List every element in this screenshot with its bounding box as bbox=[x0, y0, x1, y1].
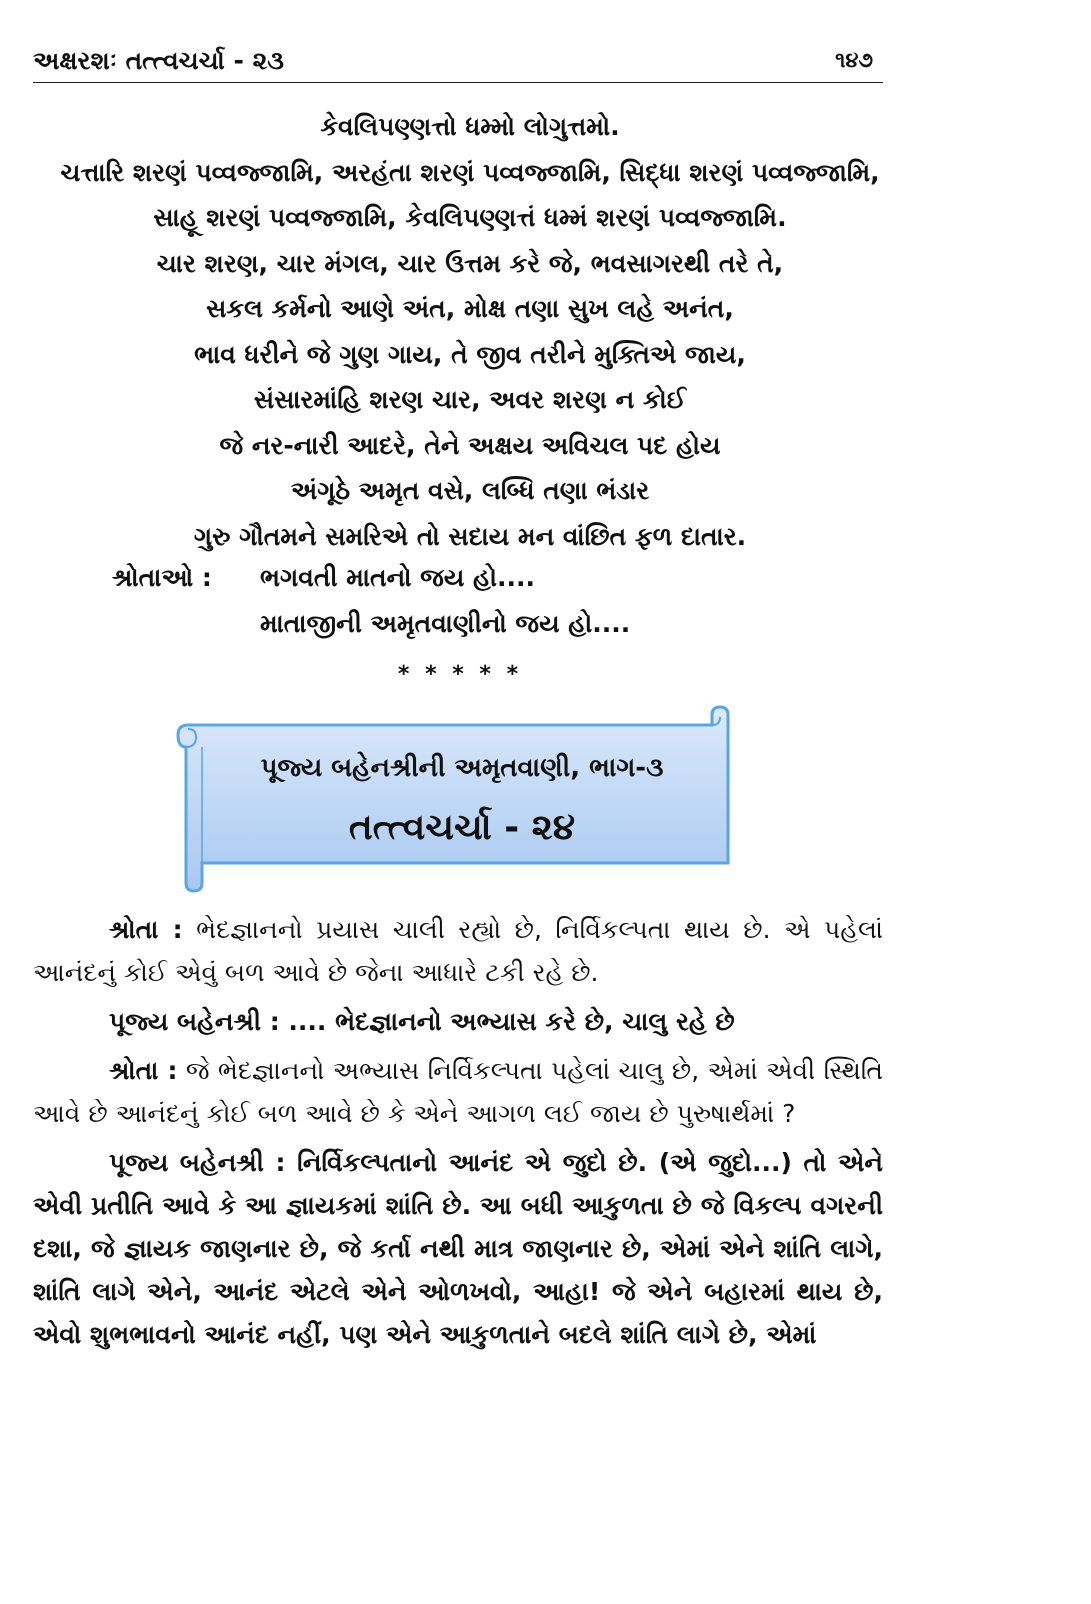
dialogue-paragraph bbox=[33, 1000, 883, 1043]
speaker-label: શ્રોતા : bbox=[109, 915, 183, 944]
dialogue-paragraph bbox=[33, 908, 883, 994]
chant-row bbox=[112, 555, 630, 601]
page-header bbox=[33, 40, 883, 83]
verse-line: ચત્તારિ શરણં પવ્વજ્જામિ, અરહંતા શરણં પવ્વજ્જામિ, સિદ્ધા શરણં પવ્વજ્જામિ, bbox=[60, 157, 880, 187]
verse-line: સંસારમાંહિ શરણ ચાર, અવર શરણ ન કોઈ bbox=[253, 385, 687, 414]
listeners-label: શ્રોતાઓ : bbox=[112, 563, 212, 592]
speaker-label: પૂજ્ય બહેનશ્રી : bbox=[109, 1148, 286, 1177]
chant-line: ભગવતી માતનો જય હો.... bbox=[260, 563, 536, 592]
dialogue-text: .... ભેદજ્ઞાનનો અભ્યાસ કરે છે, ચાલુ રહે છે bbox=[279, 1007, 735, 1036]
verse-line: ચાર શરણ, ચાર મંગલ, ચાર ઉત્તમ કરે જે, ભવસાગરથી તરે તે, bbox=[156, 248, 784, 278]
dialogue-text: ભેદજ્ઞાનનો પ્રયાસ ચાલી રહ્યો છે, નિર્વિકલ્પતા થાય છે. એ પહેલાં આનંદનું કોઈ એવું બળ આવે છે જેના આધારે ટકી રહે છે. bbox=[33, 915, 883, 987]
verse-block bbox=[0, 104, 940, 559]
chapter-banner bbox=[172, 705, 734, 895]
banner-title: તત્ત્વચર્ચા - ૨૪ bbox=[348, 807, 576, 848]
verse-line: જે નર-નારી આદરે, તેને અક્ષય અવિચલ પદ હોય bbox=[219, 430, 721, 460]
speaker-label: પૂજ્ય બહેનશ્રી : bbox=[109, 1007, 280, 1036]
page-number: ૧૪૭ bbox=[835, 48, 873, 72]
chant-line: માતાજીની અમૃતવાણીનો જય હો.... bbox=[260, 609, 631, 638]
dialogue-text: નિર્વિકલ્પતાનો આનંદ એ જુદો છે. (એ જુદો...) તો એને એવી પ્રતીતિ આવે કે આ જ્ઞાયકમાં શાંતિ છે. આ બધી આકુળતા છે જે વિકલ્પ વગરની દશા, જે જ્ઞાયક જાણનાર છે, જે કર્તા નથી માત્ર જાણનાર છે, એમાં એને શાંતિ લાગે, શાંતિ લાગે એને, આનંદ એટલે એને ઓળખવો, આહા! જે એને બહારમાં થાય છે, એવો શુભભાવનો આનંદ નહીં, પણ એને આકુળતાને બદલે શાંતિ લાગે છે, એમાં bbox=[33, 1148, 883, 1349]
section-separator: * * * * * bbox=[397, 662, 523, 687]
verse-line: ભાવ ધરીને જે ગુણ ગાય, તે જીવ તરીને મુક્તિએ જાય, bbox=[194, 339, 746, 369]
running-title: અક્ષરશઃ તત્ત્વચર્ચા - ૨૩ bbox=[33, 46, 284, 75]
banner-subtitle: પૂજ્ય બહેનશ્રીની અમૃતવાણી, ભાગ-૩ bbox=[260, 753, 664, 783]
listeners-chant bbox=[112, 555, 630, 647]
dialogue-body bbox=[33, 908, 883, 1362]
chant-row bbox=[112, 601, 630, 647]
dialogue-paragraph bbox=[33, 1141, 883, 1356]
verse-line: કેવલિપણ્ણત્તો ધમ્મો લોગુત્તમો. bbox=[320, 112, 620, 141]
dialogue-paragraph bbox=[33, 1049, 883, 1135]
scroll-banner-shape bbox=[172, 705, 752, 897]
verse-line: સકલ કર્મનો આણે અંત, મોક્ષ તણા સુખ લહે અનંત, bbox=[206, 294, 734, 323]
verse-line: સાહૂ શરણં પવ્વજ્જામિ, કેવલિપણ્ણત્તં ધમ્મં શરણં પવ્વજ્જામિ. bbox=[153, 203, 787, 232]
verse-line: અંગૂઠે અમૃત વસે, લબ્ધિ તણા ભંડાર bbox=[290, 476, 650, 505]
speaker-label: શ્રોતા : bbox=[109, 1056, 178, 1085]
verse-line: ગુરુ ગૌતમને સમરિએ તો સદાય મન વાંછિત ફળ દાતાર. bbox=[193, 521, 747, 551]
dialogue-text: જે ભેદજ્ઞાનનો અભ્યાસ નિર્વિકલ્પતા પહેલાં ચાલુ છે, એમાં એવી સ્થિતિ આવે છે આનંદનું કોઈ બળ આવે છે કે એને આગળ લઈ જાય છે પુરુષાર્થમાં ? bbox=[33, 1056, 884, 1128]
